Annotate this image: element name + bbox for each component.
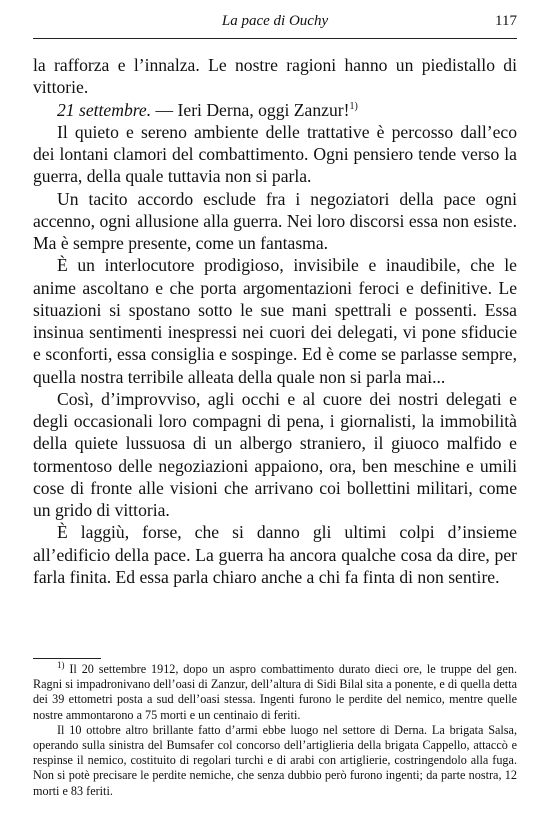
- dateline-text: — Ieri Derna, oggi Zanzur!: [151, 99, 350, 120]
- footnotes: [33, 659, 517, 799]
- page-number: 117: [495, 13, 517, 29]
- footnote-mark: 1): [57, 659, 65, 670]
- footnote: [33, 659, 517, 723]
- paragraph: Così, d’improvviso, agli occhi e al cuore dei nostri delegati e degli occasionali loro compagni di pena, i giornalisti, la immobilità della quiete lussuosa di un albergo straniero, il giuoco malfido e tormentoso delle negoziazioni appaiono, ora, ben meschine e umili cose di fronte alle visioni che arrivano coi bollettini militari, come un grido di vittoria.: [33, 388, 517, 520]
- footnote-text: Il 20 settembre 1912, dopo un aspro combattimento durato dieci ore, le truppe del gen. Ragni si impadronivano dell’oasi di Zanzur, dell’altura di Sidi Bilal sita a ponente, e di quella detta dei 39 ettometri posta a sud dell’oasi stessa. Ingenti furono le perdite del nemico, mentre quelle nostre ammontarono a 75 morti e un centinaio di feriti.: [33, 662, 517, 722]
- header-rule: [33, 38, 517, 39]
- paragraph: Un tacito accordo esclude fra i negoziatori della pace ogni accenno, ogni allusione alla guerra. Nei loro discorsi essa non esiste. Ma è sempre presente, come un fantasma.: [33, 188, 517, 253]
- paragraph-continued: la rafforza e l’innalza. Le nostre ragioni hanno un piedistallo di vittorie.: [33, 55, 517, 98]
- footnote-reference: 1): [349, 100, 358, 112]
- running-head: [33, 10, 517, 36]
- footnote-rule: [33, 658, 101, 659]
- paragraph: Il quieto e sereno ambiente delle trattative è percosso dall’eco dei lontani clamori del combattimento. Ogni pensiero tende verso la guerra, della quale tuttavia non si parla.: [33, 121, 517, 187]
- dateline-date: 21 settembre.: [57, 99, 152, 120]
- paragraph: È laggiù, forse, che si danno gli ultimi colpi d’insieme all’edificio della pace. La guerra ha ancora qualche cosa da dire, per farla finita. Ed essa parla chiaro anche a chi fa finta di non sentire.: [33, 522, 517, 587]
- running-title: La pace di Ouchy: [221, 13, 329, 29]
- footnote-continuation: Il 10 ottobre altro brillante fatto d’armi ebbe luogo nel settore di Derna. La brigata Salsa, operando sulla sinistra del Bumsafer col concorso dell’artiglieria della brigata Cappello, attaccò e respinse il nemico, costituito di regolari turchi e di arabi con artiglierie, costringendolo alla fuga. Non si potè precisare le perdite nemiche, che senza dubbio però furono ingenti; da parte nostra, 12 morti e 83 feriti.: [33, 722, 517, 798]
- paragraph-dateline: [33, 99, 517, 121]
- paragraph: È un interlocutore prodigioso, invisibile e inaudibile, che le anime ascoltano e che porta argomentazioni feroci e definitive. Le situazioni si spostano sotto le sue mani spettrali e possenti. Essa insinua sentimenti inespressi nei cuori dei delegati, vi pone sfiducie e sconforti, essa consiglia e sospinge. Ed è come se parlasse sempre, quella nostra terribile alleata della quale non si parla mai...: [33, 255, 517, 387]
- main-text: [33, 54, 517, 588]
